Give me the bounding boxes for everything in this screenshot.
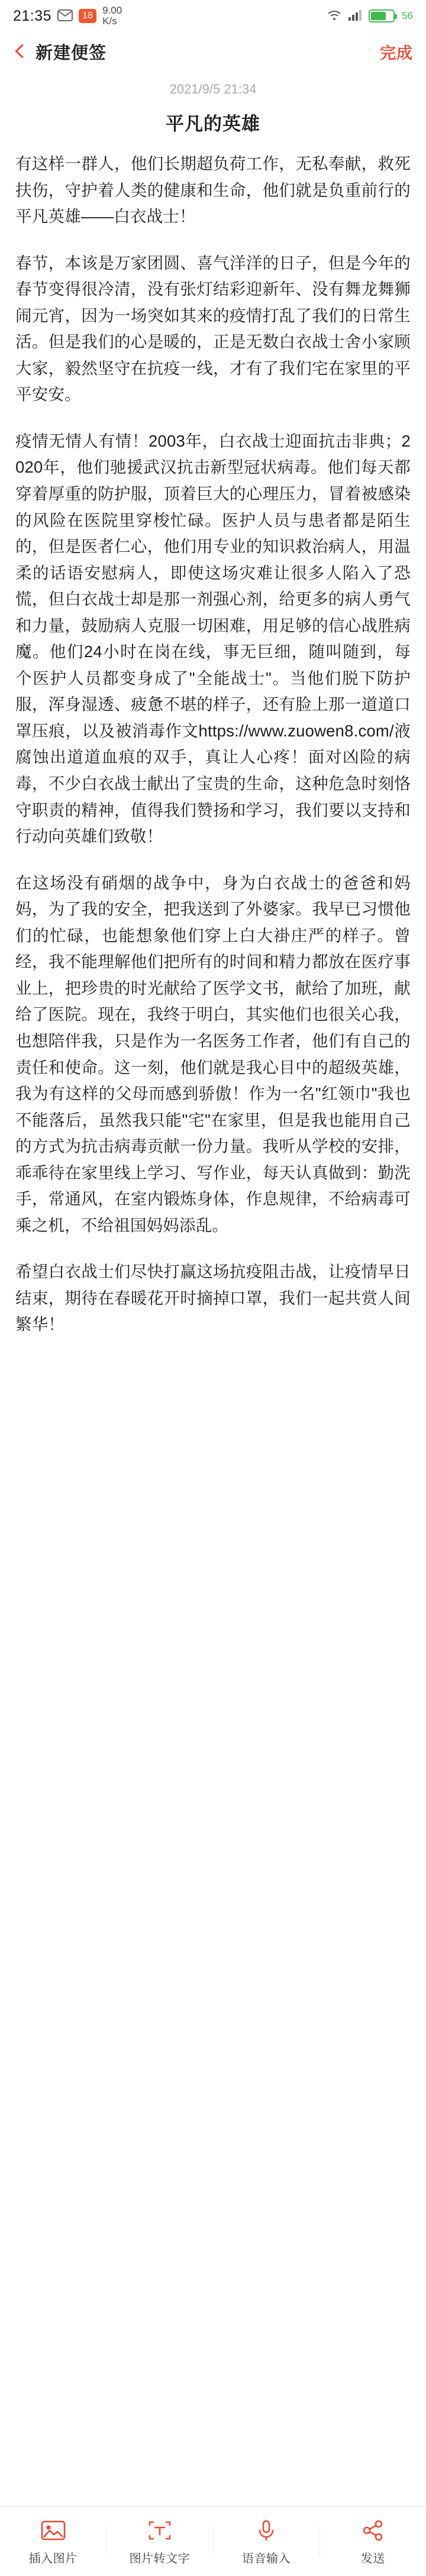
status-bar-left <box>13 5 122 27</box>
note-paragraph[interactable]: 希望白衣战士们尽快打赢这场抗疫阻击战，让疫情早日结束，期待在春暖花开时摘掉口罩，我们一起共赏人间繁华！ <box>15 1262 411 1334</box>
voice-input-label: 语音输入 <box>242 2552 291 2565</box>
signal-icon <box>348 9 363 22</box>
status-time: 21:35 <box>13 7 52 24</box>
wifi-icon <box>327 9 343 22</box>
note-paragraph[interactable]: 有这样一群人，他们长期超负荷工作，无私奉献，救死扶伤，守护着人类的健康和生命，他们就是负重前行的平凡英雄——白衣战士！ <box>15 154 411 226</box>
share-icon <box>359 2517 386 2544</box>
bottom-toolbar <box>0 2506 426 2576</box>
battery-percent: 56 <box>402 10 413 21</box>
done-button[interactable]: 完成 <box>380 44 413 62</box>
note-paragraph[interactable]: 疫情无情人有情！2003年，白衣战士迎面抗击非典；2020年，他们驰援武汉抗击新型冠状病毒。他们每天都穿着厚重的防护服，顶着巨大的心理压力，冒着被感染的风险在医院里穿梭忙碌。医护人员与患者都是陌生的，但是医者仁心，他们用专业的知识救治病人，用温柔的话语安慰病人，即使这场灾难让很多人陷入了恐慌，但白衣战士却是那一剂强心剂，给更多的病人勇气和力量，鼓励病人克服一切困难，用足够的信心战胜病魔。他们24小时在岗在线，事无巨细，随叫随到，每个医护人员都变身成了"全能战士"。当他们脱下防护服，浑身湿透、疲惫不堪的样子，还有脸上那一道道口罩压痕，以及被消毒作文https://www.zuowen8.com/液腐蚀出道道血痕的双手，真让人心疼！面对凶险的病毒，不少白衣战士献出了宝贵的生命，这种危急时刻恪守职责的精神，值得我们赞扬和学习，我们要以支持和行动向英雄们致敬！ <box>15 431 411 846</box>
network-rate-unit: K/s <box>102 15 117 27</box>
note-content[interactable] <box>0 71 426 2506</box>
ocr-label: 图片转文字 <box>129 2552 191 2565</box>
send-label: 发送 <box>360 2552 385 2565</box>
note-date: 2021/9/5 21:34 <box>169 82 257 96</box>
voice-input-icon <box>253 2517 280 2544</box>
network-rate-value: 9.00 <box>102 5 122 17</box>
network-rate <box>102 5 122 27</box>
status-bar-right <box>327 9 413 22</box>
note-body[interactable] <box>15 151 411 1338</box>
send-button[interactable] <box>320 2517 426 2566</box>
nav-bar-left <box>13 40 106 64</box>
ocr-text-icon <box>146 2517 173 2544</box>
voice-input-button[interactable] <box>214 2517 320 2566</box>
mail-icon <box>57 9 73 22</box>
page-title: 新建便签 <box>36 43 107 63</box>
status-bar <box>0 0 426 32</box>
note-paragraph[interactable]: 在这场没有硝烟的战争中，身为白衣战士的爸爸和妈妈，为了我的安全，把我送到了外婆家。我早已习惯他们的忙碌，也能想象他们穿上白大褂庄严的样子。曾经，我不能理解他们把所有的时间和精力都放在医疗事业上，把珍贵的时光献给了医学文书，献给了加班，献给了医院。现在，我终于明白，其实他们也很关心我，也想陪伴我，只是作为一名医务工作者，他们有自己的责任和使命。这一刻，他们就是我心目中的超级英雄，我为有这样的父母而感到骄傲！作为一名"红领巾"我也不能落后，虽然我只能"宅"在家里，但是我也能用自己的方式为抗击病毒贡献一份力量。我听从学校的安排，乖乖待在家里线上学习、写作业，每天认真做到：勤洗手，常通风，在室内锻炼身体，作息规律，不给病毒可乘之机，不给祖国妈妈添乱。 <box>15 873 411 1234</box>
insert-image-label: 插入图片 <box>28 2552 78 2565</box>
note-paragraph[interactable]: 春节，本该是万家团圆、喜气洋洋的日子，但是今年的春节变得很冷清，没有张灯结彩迎新年、没有舞龙舞狮闹元宵，因为一场突如其来的疫情打乱了我们的日常生活。但是我们的心是暖的，正是无数白衣战士舍小家顾大家，毅然坚守在抗疫一线，才有了我们宅在家里的平平安安。 <box>15 253 411 404</box>
notification-badge: 18 <box>79 9 96 23</box>
insert-image-button[interactable] <box>0 2517 106 2566</box>
battery-icon <box>369 9 395 22</box>
nav-bar <box>0 32 426 71</box>
ocr-button[interactable] <box>106 2517 212 2566</box>
note-title[interactable]: 平凡的英雄 <box>166 114 260 134</box>
image-insert-icon <box>40 2517 67 2544</box>
back-chevron-icon[interactable] <box>13 43 28 60</box>
